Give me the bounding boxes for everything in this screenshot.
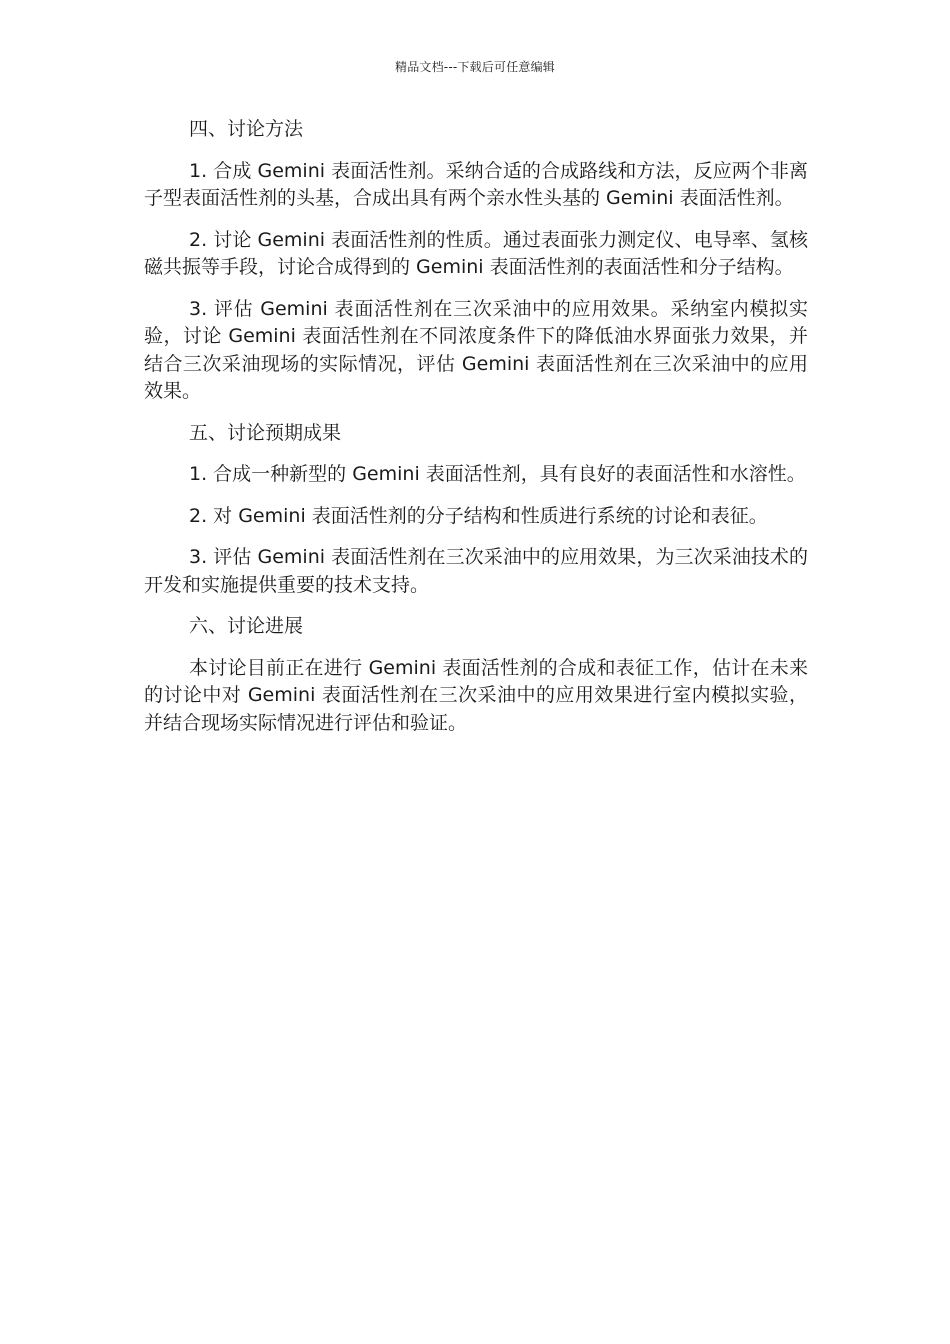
section-heading-outcomes: 五、讨论预期成果 — [189, 421, 342, 444]
paragraph-outcome-1: 1. 合成一种新型的 Gemini 表面活性剂，具有良好的表面活性和水溶性。 — [189, 463, 806, 485]
page-header: 精品文档---下载后可任意编辑 — [395, 60, 555, 74]
document-body — [144, 116, 808, 751]
section-heading-progress: 六、讨论进展 — [189, 615, 304, 637]
paragraph-method-3: 3. 评估 Gemini 表面活性剂在三次采油中的应用效果。采纳室内模拟实验，讨论 Gemini 表面活性剂在不同浓度条件下的降低油水界面张力效果，并结合三次采油现场的实际情况，评估 Gemini 表面活性剂在三次采油中的应用效果。 — [144, 297, 808, 402]
paragraph-method-1: 1. 合成 Gemini 表面活性剂。采纳合适的合成路线和方法，反应两个非离子型表面活性剂的头基，合成出具有两个亲水性头基的 Gemini 表面活性剂。 — [144, 159, 808, 209]
paragraph-progress-1: 本讨论目前正在进行 Gemini 表面活性剂的合成和表征工作，估计在未来的讨论中对 Gemini 表面活性剂在三次采油中的应用效果进行室内模拟实验，并结合现场实际情况进行评估和验证。 — [144, 656, 808, 734]
paragraph-outcome-2: 2. 对 Gemini 表面活性剂的分子结构和性质进行系统的讨论和表征。 — [189, 504, 768, 527]
paragraph-method-2: 2. 讨论 Gemini 表面活性剂的性质。通过表面张力测定仪、电导率、氢核磁共振等手段，讨论合成得到的 Gemini 表面活性剂的表面活性和分子结构。 — [144, 228, 808, 278]
section-heading-methods: 四、讨论方法 — [189, 118, 304, 140]
paragraph-outcome-3: 3. 评估 Gemini 表面活性剂在三次采油中的应用效果，为三次采油技术的开发和实施提供重要的技术支持。 — [144, 546, 808, 596]
